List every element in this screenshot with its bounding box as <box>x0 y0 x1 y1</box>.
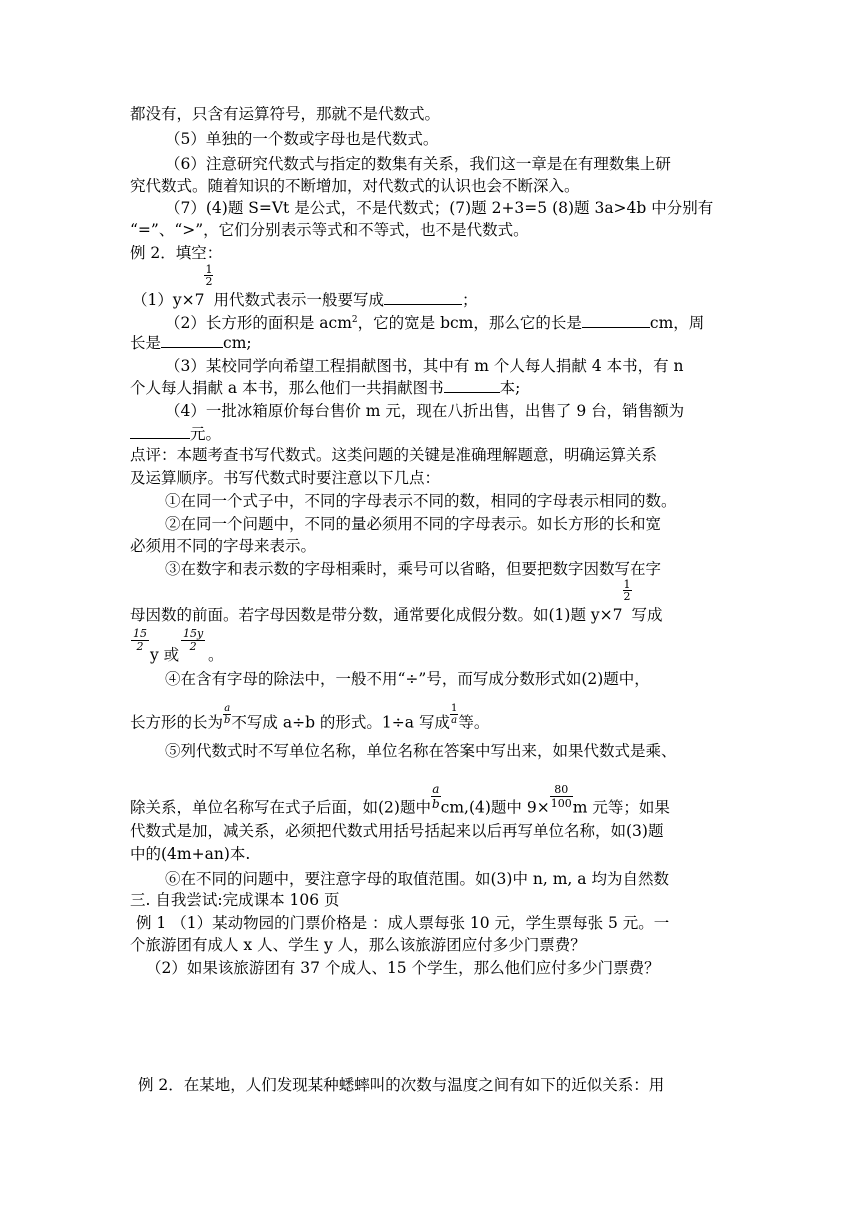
question-line <box>132 263 478 310</box>
text-span: cm，周 <box>649 314 705 333</box>
text-line <box>130 782 670 823</box>
text-span: ，它的宽是 bcm，那么它的长是 <box>357 314 582 333</box>
denominator: b <box>431 797 440 811</box>
denominator: 2 <box>136 640 144 653</box>
text-span: 除关系，单位名称写在式子后面，如(2)题中 <box>130 798 431 817</box>
fraction-a-over-b <box>223 703 231 726</box>
text-span: 长是 <box>130 334 162 352</box>
text-line: 必须用不同的字母来表示。 <box>130 537 317 555</box>
text-line: ⑥在不同的问题中，要注意字母的取值范围。如(3)中 n, m, a 均为自然数 <box>165 870 669 888</box>
fraction-one-half <box>623 579 632 602</box>
text-span: 母因数的前面。若字母因数是带分数，通常要化成假分数。如(1)题 y×7 <box>130 606 623 624</box>
numerator: a <box>224 703 231 714</box>
text-span: 本; <box>499 379 521 397</box>
text-line <box>130 424 221 444</box>
fraction-15-over-2 <box>131 628 149 653</box>
text-line: 代数式是加，减关系，必须把代数式用括号括起来以后再写单位名称，如(3)题 <box>130 822 664 840</box>
fraction-one-half <box>204 264 213 287</box>
text-line <box>130 703 490 735</box>
text-line: “=”、“>”，它们分别表示等式和不等式，也不是代数式。 <box>130 221 529 239</box>
text-span: 。 <box>208 646 224 664</box>
example-heading: 例 2．填空： <box>130 244 223 262</box>
text-span: m 元等；如果 <box>572 798 670 817</box>
answer-blank <box>444 378 500 393</box>
text-line: （4）一批冰箱原价每台售价 m 元，现在八折出售，出售了 9 台，销售额为 <box>165 402 685 420</box>
text-line <box>130 333 252 353</box>
text-line: ④在含有字母的除法中，一般不用“÷”号，而写成分数形式如(2)题中， <box>165 670 650 688</box>
denominator: 2 <box>189 640 197 653</box>
text-span: 个人每人捐献 a 本书，那么他们一共捐献图书 <box>130 379 444 397</box>
numerator: 1 <box>450 703 458 714</box>
fraction-80-over-100 <box>550 783 573 810</box>
numerator: 1 <box>623 578 631 591</box>
text-span: 等。 <box>458 713 490 732</box>
text-span: 不写成 a÷b 的形式。1÷a 写成 <box>231 713 450 732</box>
numerator: a <box>432 782 440 796</box>
text-line: ①在同一个式子中，不同的字母表示不同的数，相同的字母表示相同的数。 <box>165 492 677 510</box>
text-line: ②在同一个问题中，不同的量必须用不同的字母表示。如长方形的长和宽 <box>165 515 662 533</box>
denominator: a <box>451 715 458 726</box>
superscript: 2 <box>351 315 358 325</box>
text-span: （2）长方形的面积是 acm <box>165 314 352 333</box>
text-span: 长方形的长为 <box>130 713 224 732</box>
denominator: 100 <box>550 797 572 810</box>
text-span: （1）y×7 <box>132 291 205 309</box>
text-line: 例 1 （1）某动物园的门票价格是 ：成人票每张 10 元，学生票每张 5 元。一 <box>136 914 670 932</box>
numerator: 15 <box>133 627 147 640</box>
text-span: ； <box>461 291 478 309</box>
text-line: 例 2．在某地，人们发现某种蟋蟀叫的次数与温度之间有如下的近似关系：用 <box>138 1076 665 1094</box>
text-line: （7）(4)题 S=Vt 是公式，不是代数式；(7)题 2+3=5 (8)题 3a>4b 中分别有 <box>165 199 714 217</box>
text-line: 及运算顺序。书写代数式时要注意以下几点： <box>130 469 441 487</box>
text-span: 元。 <box>190 425 222 443</box>
text-line: （3）某校同学向希望工程捐献图书，其中有 m 个人每人捐献 4 本书，有 n <box>165 357 684 375</box>
text-line: ③在数字和表示数的字母相乘时，乘号可以省略，但要把数字因数写在字 <box>165 560 662 578</box>
answer-blank <box>130 424 190 439</box>
text-line: （6）注意研究代数式与指定的数集有关系，我们这一章是在有理数集上研 <box>165 155 671 173</box>
fraction-a-over-b <box>431 782 441 811</box>
denominator: b <box>224 715 231 726</box>
text-line <box>130 578 663 625</box>
answer-blank <box>161 333 223 348</box>
fraction-15y-over-2 <box>181 628 205 653</box>
text-line: （2）如果该旅游团有 37 个成人、15 个学生，那么他们应付多少门票费？ <box>146 959 660 977</box>
text-span: cm; <box>223 334 252 352</box>
answer-blank <box>582 313 650 328</box>
text-line: （5）单独的一个数或字母也是代数式。 <box>165 130 439 148</box>
text-span: 用代数式表示一般要写成 <box>213 291 384 309</box>
section-heading: 三. 自我尝试:完成课本 106 页 <box>130 891 340 909</box>
numerator: 15y <box>183 627 204 640</box>
numerator: 1 <box>205 263 213 276</box>
text-line: 中的(4m+an)本. <box>130 845 251 863</box>
text-line: 个旅游团有成人 x 人、学生 y 人，那么该旅游团应付多少门票费？ <box>130 936 586 954</box>
text-line <box>130 378 520 398</box>
question-line <box>165 310 704 333</box>
text-line: 究代数式。随着知识的不断增加，对代数式的认识也会不断深入。 <box>130 177 580 195</box>
denominator: 2 <box>623 590 631 603</box>
text-span: 写成 <box>631 606 663 624</box>
text-span: y 或 <box>150 646 180 664</box>
answer-blank <box>384 290 462 305</box>
text-line: ⑤列代数式时不写单位名称，单位名称在答案中写出来，如果代数式是乘、 <box>165 742 677 760</box>
text-line: 点评：本题考查书写代数式。这类问题的关键是准确理解题意，明确运算关系 <box>130 446 658 464</box>
denominator: 2 <box>205 275 213 288</box>
fraction-1-over-a <box>450 703 458 726</box>
text-span: cm,(4)题中 9× <box>440 798 550 817</box>
text-line: 都没有，只含有运算符号，那就不是代数式。 <box>130 105 441 123</box>
numerator: 80 <box>550 783 573 797</box>
